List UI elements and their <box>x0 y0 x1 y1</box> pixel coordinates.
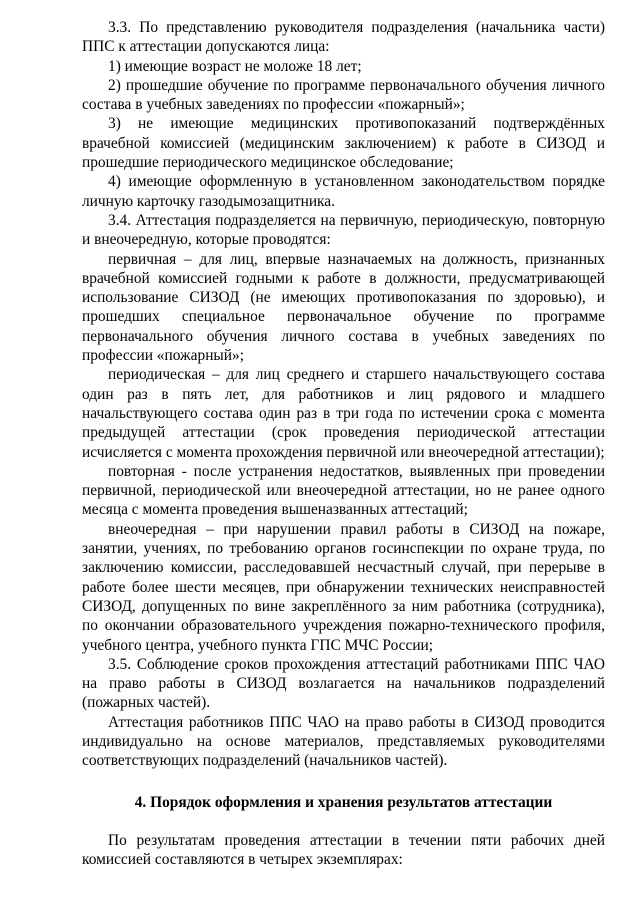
document-page <box>82 18 605 869</box>
paragraph-extraordinary: внеочередная – при нарушении правил работы в СИЗОД на пожаре, занятии, учениях, по требованию органов госинспекции по охране труда, по заключению комиссии, расследовавшей несчастный случай, при перерыве в работе более шести месяцев, при обнаружении технических неисправностей СИЗОД, допущенных по вине закреплённого за ним работника (сотрудника), по окончании образовательного учреждения пожарно-технического профиля, учебного центра, учебного пункта ГПС МЧС России; <box>82 520 605 654</box>
list-item-3: 3) не имеющие медицинских противопоказаний подтверждённых врачебной комиссией (медицинским заключением) к работе в СИЗОД и прошедшие периодического медицинское обследование; <box>82 115 605 172</box>
list-item-2: 2) прошедшие обучение по программе первоначального обучения личного состава в учебных заведениях по профессии «пожарный»; <box>82 76 605 114</box>
paragraph-3-5: 3.5. Соблюдение сроков прохождения аттестаций работниками ППС ЧАО на право работы в СИЗОД возлагается на начальников подразделений (пожарных частей). <box>82 655 605 712</box>
list-item-4: 4) имеющие оформленную в установленном законодательством порядке личную карточку газодымозащитника. <box>82 173 605 210</box>
list-item-1: 1) имеющие возраст не моложе 18 лет; <box>108 57 362 75</box>
paragraph-periodic: периодическая – для лиц среднего и старшего начальствующего состава один раз в пять лет, для работников и лиц рядового и младшего начальствующего состава один раз в три года по истечении срока с момента предыдущей аттестации (срок проведения периодической аттестации исчисляется с момента прохождения первичной или внеочередной аттестации); <box>82 366 605 461</box>
paragraph-3-3: 3.3. По представлению руководителя подразделения (начальника части) ППС к аттестации допускаются лица: <box>82 19 605 56</box>
paragraph-attestation: Аттестация работников ППС ЧАО на право работы в СИЗОД проводится индивидуально на основе материалов, представляемых руководителями соответствующих подразделений (начальников частей). <box>82 713 605 770</box>
paragraph-3-4: 3.4. Аттестация подразделяется на первичную, периодическую, повторную и внеочередную, которые проводятся: <box>82 211 605 249</box>
paragraph-repeat: повторная - после устранения недостатков, выявленных при проведении первичной, периодической или внеочередной аттестации, но не ранее одного месяца с момента проведения вышеназванных аттестаций; <box>82 462 605 519</box>
section-heading: 4. Порядок оформления и хранения результатов аттестации <box>134 793 553 811</box>
paragraph-results: По результатам проведения аттестации в течении пяти рабочих дней комиссией составляются в четырех экземплярах: <box>82 831 605 869</box>
paragraph-primary: первичная – для лиц, впервые назначаемых на должность, признанных врачебной комиссией годными к работе в должности, предусматривающей использование СИЗОД (не имеющих противопоказания по здоровью), и прошедших специальное первоначальное обучение по программе первоначального обучения личного состава в учебных заведениях по профессии «пожарный»; <box>82 250 605 365</box>
